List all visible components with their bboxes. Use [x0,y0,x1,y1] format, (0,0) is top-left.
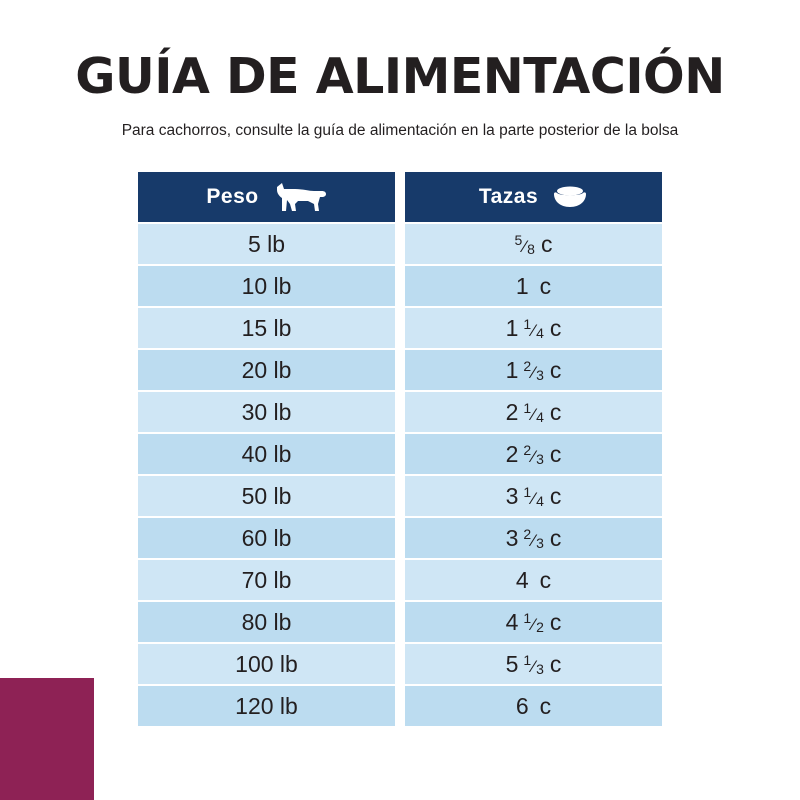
cell-cups [405,644,662,684]
cups-value: $^5⁄_8$ c [514,230,553,257]
table-header-cups [405,172,662,222]
cups-value: 2 $^2⁄_3$ c [505,440,562,467]
feeding-table [138,172,662,726]
cell-weight: 50 lb [138,476,395,516]
table-row [138,308,662,348]
table-row [138,644,662,684]
table-row [138,434,662,474]
cups-value: 4 c [515,566,552,593]
cell-cups [405,686,662,726]
table-row [138,266,662,306]
table-header-cups-label: Tazas [478,185,539,208]
table-row [138,560,662,600]
cell-weight: 40 lb [138,434,395,474]
cell-weight: 80 lb [138,602,395,642]
cups-value: 6 c [515,692,552,719]
cups-value: 4 $^1⁄_2$ c [505,608,562,635]
cell-weight: 100 lb [138,644,395,684]
cups-value: 2 $^1⁄_4$ c [505,398,562,425]
cups-value: 5 $^1⁄_3$ c [505,650,562,677]
table-row [138,224,662,264]
cups-value: 1 $^1⁄_4$ c [505,314,562,341]
cups-value: 1 c [515,272,552,299]
cell-cups [405,434,662,474]
table-header-weight [138,172,395,222]
cell-weight: 70 lb [138,560,395,600]
table-row [138,476,662,516]
table-row [138,686,662,726]
cell-cups [405,350,662,390]
cell-weight: 30 lb [138,392,395,432]
page-subtitle: Para cachorros, consulte la guía de alimentación en la parte posterior de la bolsa [121,122,679,139]
cell-weight: 5 lb [138,224,395,264]
cell-cups [405,602,662,642]
table-row [138,518,662,558]
cups-value: 1 $^2⁄_3$ c [505,356,562,383]
cell-cups [405,308,662,348]
cups-value: 3 $^2⁄_3$ c [505,524,562,551]
cell-cups [405,560,662,600]
cell-cups [405,518,662,558]
table-body [138,224,662,726]
table-row [138,392,662,432]
table-row [138,602,662,642]
cell-weight: 15 lb [138,308,395,348]
table-header-weight-label: Peso [206,185,259,208]
cups-value: 3 $^1⁄_4$ c [505,482,562,509]
cell-weight: 10 lb [138,266,395,306]
table-header-row [138,172,662,222]
table-row [138,350,662,390]
cell-weight: 60 lb [138,518,395,558]
dog-bowl-icon [552,183,588,211]
cell-cups [405,476,662,516]
cell-cups [405,266,662,306]
page-title: GUÍA DE ALIMENTACIÓN [75,48,725,105]
cell-weight: 120 lb [138,686,395,726]
cell-cups [405,392,662,432]
dog-icon [273,182,327,212]
cell-weight: 20 lb [138,350,395,390]
cell-cups [405,224,662,264]
